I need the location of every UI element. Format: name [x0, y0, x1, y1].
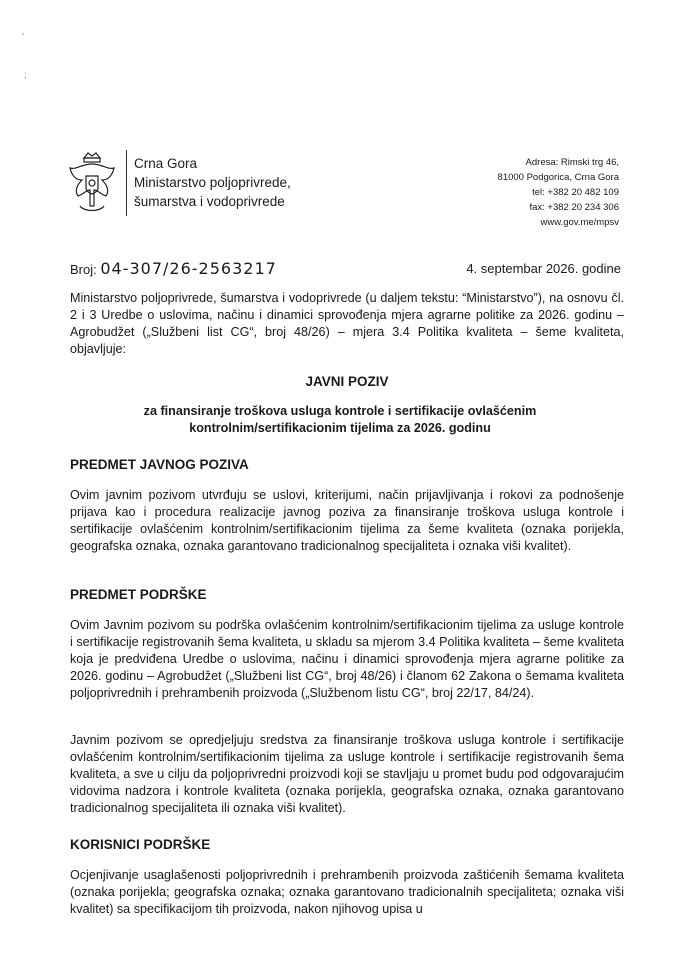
org-line: Ministarstvo poljoprivrede,: [134, 175, 291, 190]
intro-paragraph: Ministarstvo poljoprivrede, šumarstva i vodoprivrede (u daljem tekstu: “Ministarstvo”), na osnovu čl. 2 i 3 Uredbe o uslovima, načinu i dinamici sprovođenja mjera agrarne politike za 2026. godinu – Agrobudžet („Službeni list CG“, broj 48/26) – mjera 3.4 Politika kvaliteta – šeme kvaliteta, objavljuje:: [70, 291, 624, 356]
section-heading: PREDMET JAVNOG POZIVA: [70, 457, 249, 472]
contact-block: [498, 155, 619, 230]
org-line: šumarstva i vodoprivrede: [134, 194, 285, 209]
document-subtitle: za finansiranje troškova usluga kontrole i sertifikacije ovlašćenim kontrolnim/sertifikacionim tijelima za 2026. godinu: [143, 404, 537, 435]
section-paragraph: Javnim pozivom se opredjeljuju sredstva za finansiranje troškova usluga kontrole i sertifikacije ovlašćenim kontrolnim/sertifikacionim tijelima za usluge kontrole i sertifikacije registrovanih šema kvaliteta, a sve u cilju da poljoprivredni proizvodi koji se stavljaju u promet budu pod odgovarajućim vidovima nadzora i kontrole kvaliteta (oznaka porijekla, geografska oznaka, oznaka garantovano tradicionalnog specijaliteta ili oznaka viši kvalitet).: [70, 733, 624, 815]
section-paragraph: Ovim javnim pozivom utvrđuju se uslovi, kriterijumi, način prijavljivanja i rokovi za podnošenje prijava kao i procedura realizacije javnog poziva za finansiranje troškova usluga kontrole i sertifikacije ovlašćenim kontrolnim/sertifikacionim tijelima za šeme kvaliteta (oznaka porijekla, geografska oznaka, oznaka garantovano tradicionalnog specijaliteta i oznaka viši kvalitet).: [70, 488, 624, 553]
reference-number: [70, 259, 277, 278]
address-line: 81000 Podgorica, Crna Gora: [497, 172, 619, 183]
section-paragraph: Ovim Javnim pozivom su podrška ovlašćenim kontrolnim/sertifikacionim tijelima za usluge kontrole i sertifikacije registrovanih šema kvaliteta, u skladu sa mjerom 3.4 Politika kvaliteta – šeme kvaliteta koja je predviđena Uredbe o uslovima, načinu i dinamici sprovođenja mjera agrarne politike za 2026. godinu – Agrobudžet („Službeni list CG“, broj 48/26) i članom 62 Zakona o šemama kvaliteta poljoprivrednih i prehrambenih proizvoda („Službenom listu CG“, broj 22/17, 84/24).: [70, 618, 624, 700]
scan-speck: :: [24, 70, 27, 81]
address-line: Adresa: Rimski trg 46,: [525, 157, 619, 168]
website-line: www.gov.me/mpsv: [540, 217, 619, 228]
document-title: JAVNI POZIV: [305, 374, 389, 389]
section-heading: KORISNICI PODRŠKE: [70, 837, 211, 852]
document-date: 4. septembar 2026. godine: [466, 261, 621, 276]
section-heading: PREDMET PODRŠKE: [70, 587, 207, 602]
fax-line: fax: +382 20 234 306: [529, 202, 619, 213]
reference-label: Broj:: [70, 262, 97, 277]
header-divider: [126, 150, 127, 216]
org-line: Crna Gora: [134, 156, 198, 171]
handwritten-number: 04-307/26-2563217: [100, 259, 277, 278]
coat-of-arms-icon: [62, 150, 122, 216]
phone-line: tel: +382 20 482 109: [532, 187, 619, 198]
section-paragraph: Ocjenjivanje usaglašenosti poljoprivrednih i prehrambenih proizvoda zaštićenih šemama kvaliteta (oznaka porijekla; geografska oznaka; oznaka garantovano tradicionalnih specijaliteta; oznaka viši kvalitet) sa specifikacijom tih proizvoda, nakon njihovog upisa u: [70, 868, 624, 916]
ministry-name: [134, 154, 291, 211]
scan-speck: ': [22, 32, 24, 43]
